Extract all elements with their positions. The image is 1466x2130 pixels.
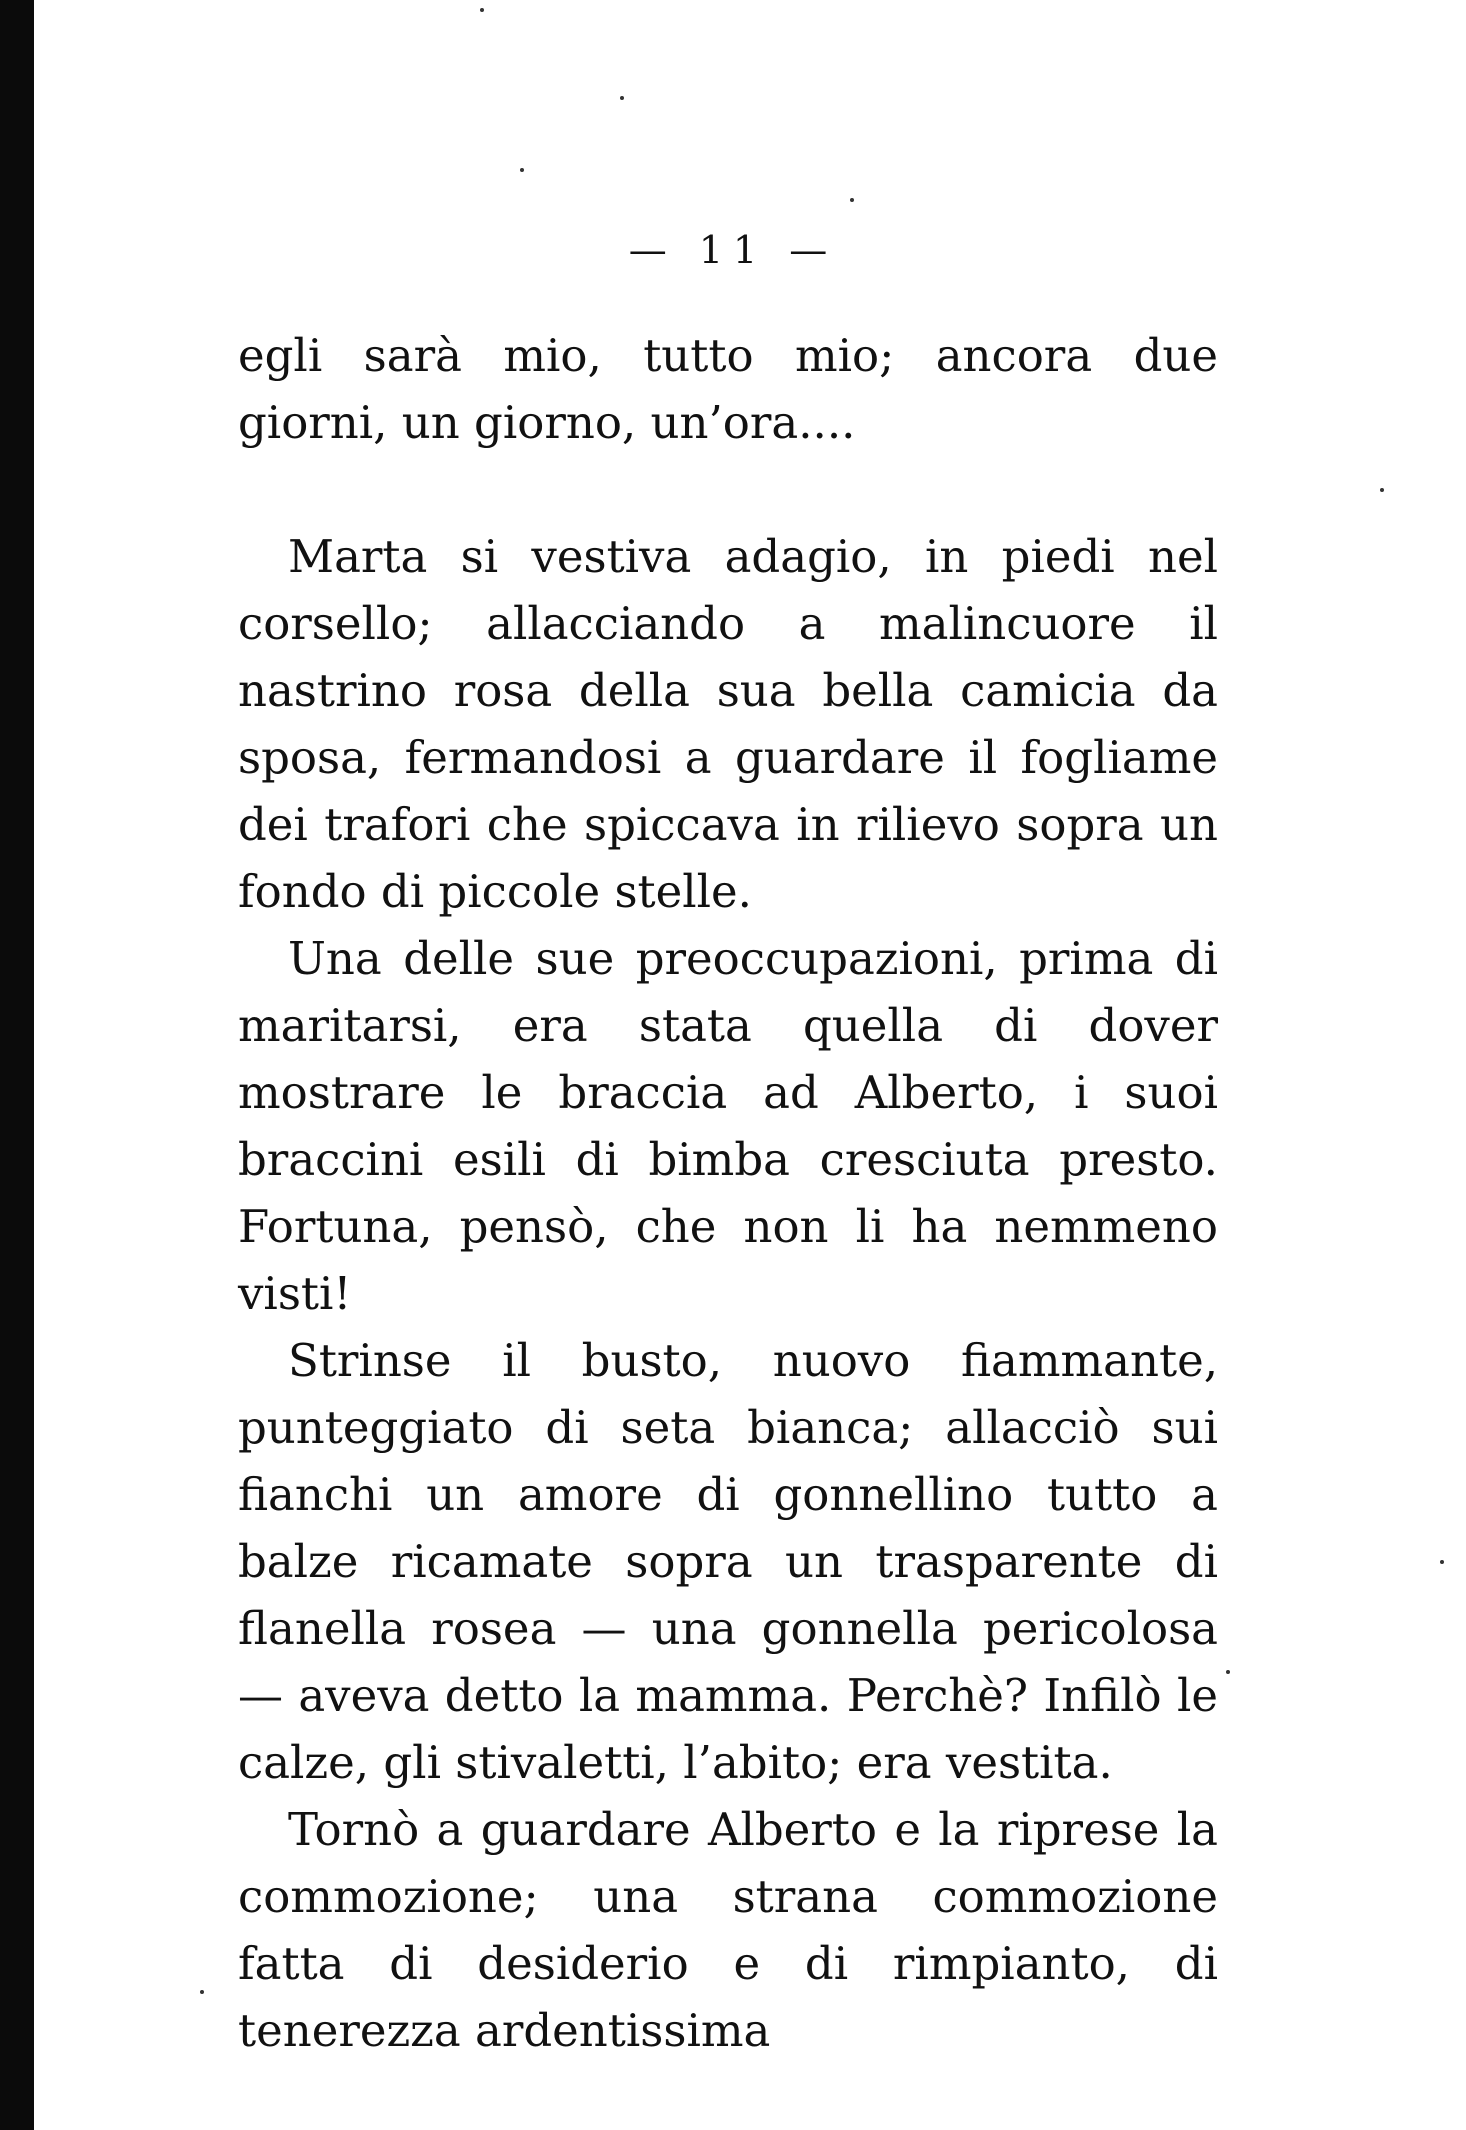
book-spine-edge	[0, 0, 34, 2130]
page-number: — 11 —	[628, 228, 838, 272]
scan-speck	[1380, 488, 1384, 492]
scan-speck	[480, 8, 484, 12]
body-text	[238, 322, 1218, 2064]
scan-speck	[850, 198, 854, 202]
scan-speck	[1440, 1560, 1444, 1564]
scan-speck	[520, 168, 524, 172]
scan-speck	[200, 1990, 204, 1994]
paragraph: Strinse il busto, nuovo fiammante, punteggiato di seta bianca; allacciò sui fianchi un amore di gonnellino tutto a balze ricamate sopra un trasparente di flanella rosea — una gonnella pericolosa — aveva detto la mamma. Perchè? Infilò le calze, gli stivaletti, l’abito; era vestita.	[238, 1334, 1218, 1789]
paragraph: Tornò a guardare Alberto e la riprese la commozione; una strana commozione fatta di desiderio e di rimpianto, di tenerezza ardentissima	[238, 1803, 1218, 2057]
scan-speck	[620, 96, 624, 100]
scan-speck	[1226, 1670, 1230, 1674]
paragraph: Marta si vestiva adagio, in piedi nel corsello; allacciando a malincuore il nastrino rosa della sua bella camicia da sposa, fermandosi a guardare il fogliame dei trafori che spiccava in rilievo sopra un fondo di piccole stelle.	[238, 530, 1218, 918]
paragraph-continued: egli sarà mio, tutto mio; ancora due giorni, un giorno, un’ora....	[238, 329, 1218, 449]
paragraph: Una delle sue preoccupazioni, prima di maritarsi, era stata quella di dover mostrare le braccia ad Alberto, i suoi braccini esili di bimba cresciuta presto. Fortuna, pensò, che non li ha nemmeno visti!	[238, 932, 1218, 1320]
